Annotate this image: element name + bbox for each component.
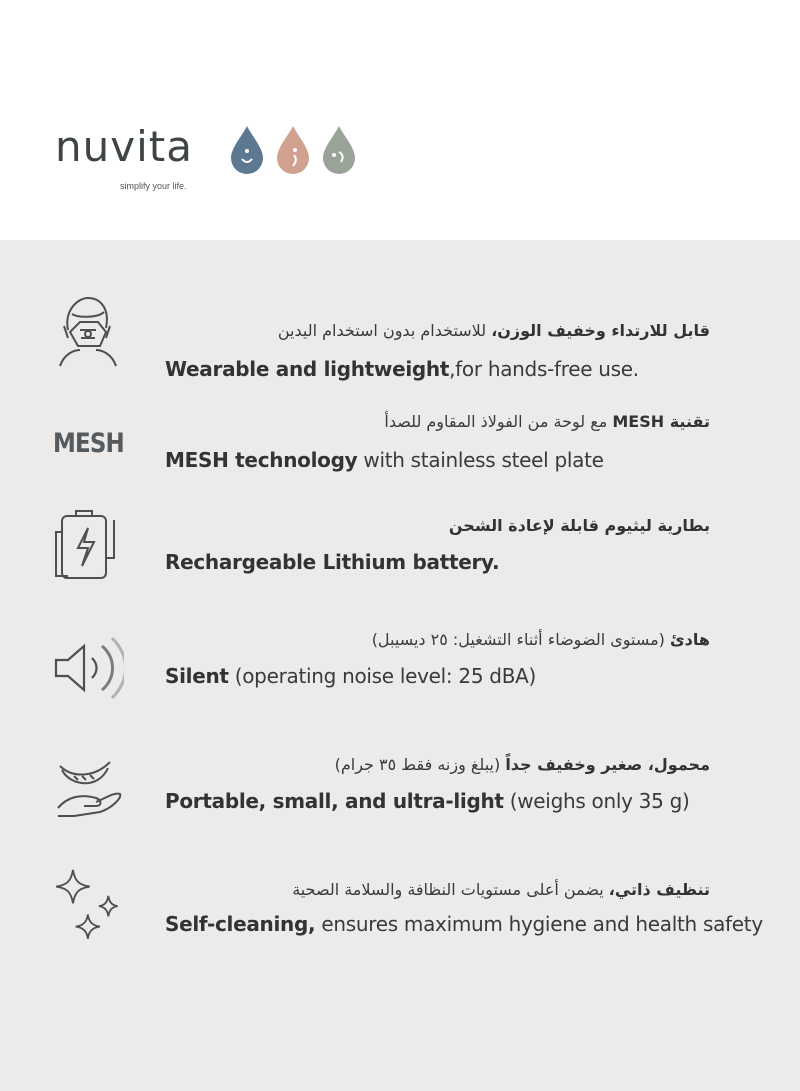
feature-2-english: MESH technology with stainless steel plate xyxy=(165,448,604,472)
feature-3-arabic: بطارية ليثيوم قابلة لإعادة الشحن xyxy=(448,516,710,535)
brand-tagline: simplify your life. xyxy=(120,181,187,191)
hand-holding-icon xyxy=(48,746,124,826)
face-mask-icon xyxy=(48,292,124,372)
pink-drop-icon xyxy=(274,124,312,176)
sparkle-icon xyxy=(48,868,124,948)
feature-4-arabic: هادئ (مستوى الضوضاء أثناء التشغيل: ٢٥ ديسيبل) xyxy=(371,630,710,649)
brand-logo-wordmark: nuvita xyxy=(55,122,193,171)
header xyxy=(0,0,800,240)
rechargeable-battery-icon xyxy=(48,506,124,586)
feature-1-english: Wearable and lightweight,for hands-free use. xyxy=(165,357,639,381)
feature-5-english: Portable, small, and ultra-light (weighs only 35 g) xyxy=(165,789,690,813)
feature-1-arabic: قابل للارتداء وخفيف الوزن، للاستخدام بدون استخدام اليدين xyxy=(277,321,710,340)
feature-4-english: Silent (operating noise level: 25 dBA) xyxy=(165,664,537,688)
blue-drop-icon xyxy=(228,124,266,176)
feature-5-arabic: محمول، صغير وخفيف جداً (يبلغ وزنه فقط ٣٥ جرام) xyxy=(334,755,710,774)
feature-6-arabic: تنظيف ذاتي، يضمن أعلى مستويات النظافة والسلامة الصحية xyxy=(292,880,710,899)
green-drop-icon xyxy=(320,124,358,176)
feature-2-arabic: تقنية MESH مع لوحة من الفولاذ المقاوم للصدأ xyxy=(384,412,710,431)
speaker-sound-icon xyxy=(48,628,124,708)
feature-6-english: Self-cleaning, ensures maximum hygiene and health safety xyxy=(165,912,763,936)
feature-3-english: Rechargeable Lithium battery. xyxy=(165,550,500,574)
mesh-icon: MESH xyxy=(53,428,124,459)
